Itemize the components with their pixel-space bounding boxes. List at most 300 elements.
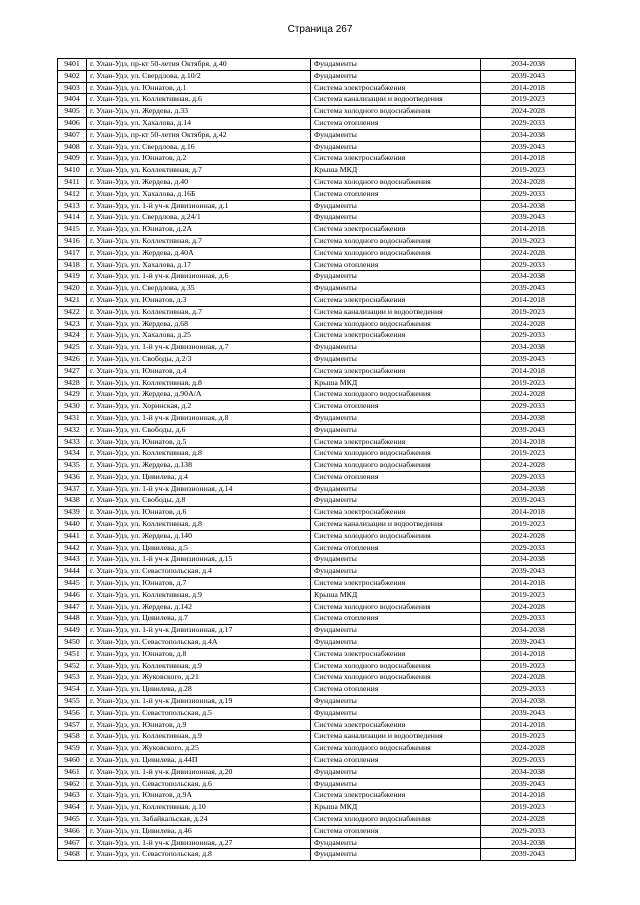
row-address: г. Улан-Удэ, ул. Цивилева, д.44П — [87, 755, 311, 767]
row-number: 9430 — [58, 401, 87, 413]
row-number: 9447 — [58, 601, 87, 613]
row-system: Система канализации и водоотведения — [311, 94, 481, 106]
row-system: Фундаменты — [311, 212, 481, 224]
row-period: 2014-2018 — [481, 224, 576, 236]
row-address: г. Улан-Удэ, ул. Юннатов, д.4 — [87, 365, 311, 377]
row-system: Система электроснабжения — [311, 436, 481, 448]
row-system: Система канализации и водоотведения — [311, 731, 481, 743]
table-row — [58, 578, 576, 590]
row-number: 9412 — [58, 188, 87, 200]
table-row — [58, 176, 576, 188]
row-number: 9433 — [58, 436, 87, 448]
row-address: г. Улан-Удэ, ул. Хахалова, д.25 — [87, 330, 311, 342]
row-address: г. Улан-Удэ, ул. Юннатов, д.7 — [87, 578, 311, 590]
table-row — [58, 401, 576, 413]
row-system: Фундаменты — [311, 200, 481, 212]
row-period: 2034-2038 — [481, 554, 576, 566]
row-number: 9421 — [58, 294, 87, 306]
row-number: 9405 — [58, 106, 87, 118]
row-system: Фундаменты — [311, 625, 481, 637]
row-period: 2034-2038 — [481, 271, 576, 283]
row-period: 2024-2028 — [481, 814, 576, 826]
row-system: Фундаменты — [311, 849, 481, 861]
row-period: 2029-2033 — [481, 259, 576, 271]
row-system: Фундаменты — [311, 483, 481, 495]
row-address: г. Улан-Удэ, ул. 1-й уч-к Дивизионная, д.20 — [87, 766, 311, 778]
table-row — [58, 129, 576, 141]
row-period: 2014-2018 — [481, 436, 576, 448]
row-period: 2034-2038 — [481, 200, 576, 212]
row-number: 9443 — [58, 554, 87, 566]
row-period: 2039-2043 — [481, 778, 576, 790]
row-period: 2019-2023 — [481, 802, 576, 814]
row-period: 2034-2038 — [481, 412, 576, 424]
row-system: Система электроснабжения — [311, 507, 481, 519]
table-row — [58, 153, 576, 165]
row-period: 2024-2028 — [481, 247, 576, 259]
row-address: г. Улан-Удэ, ул. Севастопольская, д.4А — [87, 637, 311, 649]
row-number: 9463 — [58, 790, 87, 802]
row-period: 2029-2033 — [481, 188, 576, 200]
row-number: 9401 — [58, 59, 87, 71]
row-number: 9426 — [58, 353, 87, 365]
row-address: г. Улан-Удэ, ул. Свердлова, д.24/1 — [87, 212, 311, 224]
row-number: 9442 — [58, 542, 87, 554]
row-address: г. Улан-Удэ, ул. Цивилева, д.5 — [87, 542, 311, 554]
table-row — [58, 625, 576, 637]
table-row — [58, 601, 576, 613]
table-row — [58, 448, 576, 460]
row-system: Система канализации и водоотведения — [311, 306, 481, 318]
row-system: Фундаменты — [311, 342, 481, 354]
row-address: г. Улан-Удэ, ул. Юннатов, д.6 — [87, 507, 311, 519]
page-header: Страница 267 — [287, 24, 353, 35]
table-row — [58, 566, 576, 578]
table-row — [58, 247, 576, 259]
row-system: Система холодного водоснабжения — [311, 318, 481, 330]
row-number: 9462 — [58, 778, 87, 790]
row-number: 9452 — [58, 660, 87, 672]
row-address: г. Улан-Удэ, ул. Свободы, д.8 — [87, 495, 311, 507]
row-period: 2039-2043 — [481, 849, 576, 861]
row-system: Система электроснабжения — [311, 82, 481, 94]
row-address: г. Улан-Удэ, ул. Коллективная, д.9 — [87, 660, 311, 672]
row-address: г. Улан-Удэ, ул. 1-й уч-к Дивизионная, д.6 — [87, 271, 311, 283]
row-address: г. Улан-Удэ, ул. Коллективная, д.6 — [87, 94, 311, 106]
row-system: Фундаменты — [311, 495, 481, 507]
row-address: г. Улан-Удэ, ул. Коллективная, д.9 — [87, 731, 311, 743]
row-period: 2029-2033 — [481, 471, 576, 483]
row-system: Система электроснабжения — [311, 578, 481, 590]
row-address: г. Улан-Удэ, ул. Хахалова, д.17 — [87, 259, 311, 271]
row-address: г. Улан-Удэ, ул. Коллективная, д.8 — [87, 448, 311, 460]
row-address: г. Улан-Удэ, ул. Жердева, д.68 — [87, 318, 311, 330]
row-number: 9406 — [58, 117, 87, 129]
row-address: г. Улан-Удэ, ул. Юннатов, д.2А — [87, 224, 311, 236]
row-period: 2024-2028 — [481, 530, 576, 542]
row-number: 9459 — [58, 743, 87, 755]
row-system: Крыша МКД — [311, 165, 481, 177]
table-row — [58, 790, 576, 802]
row-system: Фундаменты — [311, 70, 481, 82]
row-system: Система холодного водоснабжения — [311, 389, 481, 401]
table-row — [58, 589, 576, 601]
row-number: 9467 — [58, 837, 87, 849]
row-address: г. Улан-Удэ, ул. 1-й уч-к Дивизионная, д.15 — [87, 554, 311, 566]
row-number: 9425 — [58, 342, 87, 354]
row-number: 9416 — [58, 235, 87, 247]
row-address: г. Улан-Удэ, ул. Жердева, д.33 — [87, 106, 311, 118]
row-number: 9429 — [58, 389, 87, 401]
table-row — [58, 637, 576, 649]
row-number: 9449 — [58, 625, 87, 637]
row-system: Крыша МКД — [311, 802, 481, 814]
row-period: 2024-2028 — [481, 743, 576, 755]
table-row — [58, 342, 576, 354]
row-period: 2019-2023 — [481, 589, 576, 601]
row-number: 9468 — [58, 849, 87, 861]
register-table — [57, 58, 576, 861]
row-system: Система отопления — [311, 684, 481, 696]
row-system: Система холодного водоснабжения — [311, 660, 481, 672]
row-period: 2014-2018 — [481, 648, 576, 660]
table-row — [58, 837, 576, 849]
row-system: Система электроснабжения — [311, 790, 481, 802]
row-number: 9465 — [58, 814, 87, 826]
table-row — [58, 814, 576, 826]
row-period: 2019-2023 — [481, 377, 576, 389]
row-period: 2039-2043 — [481, 212, 576, 224]
table-row — [58, 141, 576, 153]
table-row — [58, 424, 576, 436]
row-period: 2029-2033 — [481, 117, 576, 129]
row-system: Фундаменты — [311, 141, 481, 153]
row-number: 9446 — [58, 589, 87, 601]
row-address: г. Улан-Удэ, ул. Жуковского, д.21 — [87, 672, 311, 684]
row-period: 2024-2028 — [481, 318, 576, 330]
row-number: 9417 — [58, 247, 87, 259]
row-address: г. Улан-Удэ, ул. Свободы, д.6 — [87, 424, 311, 436]
row-period: 2019-2023 — [481, 235, 576, 247]
row-period: 2014-2018 — [481, 294, 576, 306]
row-number: 9437 — [58, 483, 87, 495]
row-system: Система холодного водоснабжения — [311, 672, 481, 684]
row-address: г. Улан-Удэ, ул. Коллективная, д.8 — [87, 377, 311, 389]
row-address: г. Улан-Удэ, ул. Жуковского, д.25 — [87, 743, 311, 755]
table-row — [58, 460, 576, 472]
table-row — [58, 684, 576, 696]
row-system: Система отопления — [311, 401, 481, 413]
row-system: Фундаменты — [311, 412, 481, 424]
row-system: Фундаменты — [311, 424, 481, 436]
row-address: г. Улан-Удэ, ул. Юннатов, д.5 — [87, 436, 311, 448]
table-row — [58, 825, 576, 837]
row-period: 2034-2038 — [481, 625, 576, 637]
row-period: 2019-2023 — [481, 94, 576, 106]
row-period: 2024-2028 — [481, 389, 576, 401]
row-address: г. Улан-Удэ, пр-кт 50-летия Октября, д.42 — [87, 129, 311, 141]
row-number: 9438 — [58, 495, 87, 507]
row-period: 2014-2018 — [481, 578, 576, 590]
row-address: г. Улан-Удэ, ул. Жердева, д.90А/А — [87, 389, 311, 401]
row-number: 9428 — [58, 377, 87, 389]
row-period: 2039-2043 — [481, 566, 576, 578]
table-row — [58, 353, 576, 365]
row-system: Система отопления — [311, 613, 481, 625]
table-row — [58, 330, 576, 342]
row-period: 2014-2018 — [481, 790, 576, 802]
row-period: 2024-2028 — [481, 672, 576, 684]
row-number: 9464 — [58, 802, 87, 814]
table-row — [58, 660, 576, 672]
row-address: г. Улан-Удэ, ул. Юннатов, д.8 — [87, 648, 311, 660]
row-system: Фундаменты — [311, 766, 481, 778]
row-period: 2034-2038 — [481, 483, 576, 495]
row-number: 9451 — [58, 648, 87, 660]
table-row — [58, 224, 576, 236]
row-number: 9410 — [58, 165, 87, 177]
row-system: Система электроснабжения — [311, 224, 481, 236]
row-system: Фундаменты — [311, 778, 481, 790]
row-system: Система электроснабжения — [311, 153, 481, 165]
table-row — [58, 318, 576, 330]
row-system: Система холодного водоснабжения — [311, 176, 481, 188]
row-number: 9444 — [58, 566, 87, 578]
row-number: 9424 — [58, 330, 87, 342]
row-number: 9457 — [58, 719, 87, 731]
row-address: г. Улан-Удэ, пр-кт 50-летия Октября, д.40 — [87, 59, 311, 71]
row-number: 9441 — [58, 530, 87, 542]
table-row — [58, 389, 576, 401]
table-row — [58, 554, 576, 566]
row-address: г. Улан-Удэ, ул. 1-й уч-к Дивизионная, д.27 — [87, 837, 311, 849]
row-address: г. Улан-Удэ, ул. Севастопольская, д.4 — [87, 566, 311, 578]
row-address: г. Улан-Удэ, ул. Забайкальская, д.24 — [87, 814, 311, 826]
row-period: 2024-2028 — [481, 460, 576, 472]
table-row — [58, 507, 576, 519]
row-number: 9422 — [58, 306, 87, 318]
row-address: г. Улан-Удэ, ул. Юннатов, д.3 — [87, 294, 311, 306]
row-number: 9431 — [58, 412, 87, 424]
table-row — [58, 412, 576, 424]
table-row — [58, 648, 576, 660]
table-row — [58, 696, 576, 708]
row-system: Система электроснабжения — [311, 719, 481, 731]
row-period: 2029-2033 — [481, 401, 576, 413]
table-row — [58, 200, 576, 212]
row-address: г. Улан-Удэ, ул. Жердева, д.40 — [87, 176, 311, 188]
row-number: 9420 — [58, 283, 87, 295]
row-address: г. Улан-Удэ, ул. Юннатов, д.9 — [87, 719, 311, 731]
row-period: 2019-2023 — [481, 306, 576, 318]
row-period: 2039-2043 — [481, 424, 576, 436]
row-number: 9414 — [58, 212, 87, 224]
row-address: г. Улан-Удэ, ул. 1-й уч-к Дивизионная, д.19 — [87, 696, 311, 708]
row-address: г. Улан-Удэ, ул. Свободы, д.2/3 — [87, 353, 311, 365]
table-row — [58, 483, 576, 495]
row-period: 2039-2043 — [481, 495, 576, 507]
row-number: 9435 — [58, 460, 87, 472]
row-system: Фундаменты — [311, 696, 481, 708]
row-period: 2019-2023 — [481, 731, 576, 743]
row-system: Система холодного водоснабжения — [311, 601, 481, 613]
row-period: 2034-2038 — [481, 766, 576, 778]
row-address: г. Улан-Удэ, ул. Хахалова, д.14 — [87, 117, 311, 129]
row-number: 9419 — [58, 271, 87, 283]
row-period: 2024-2028 — [481, 601, 576, 613]
row-system: Система отопления — [311, 259, 481, 271]
row-system: Система холодного водоснабжения — [311, 743, 481, 755]
table-row — [58, 377, 576, 389]
table-row — [58, 672, 576, 684]
row-number: 9409 — [58, 153, 87, 165]
table-row — [58, 542, 576, 554]
row-number: 9404 — [58, 94, 87, 106]
row-system: Система холодного водоснабжения — [311, 448, 481, 460]
row-number: 9434 — [58, 448, 87, 460]
row-system: Фундаменты — [311, 271, 481, 283]
row-number: 9403 — [58, 82, 87, 94]
row-number: 9456 — [58, 707, 87, 719]
row-number: 9423 — [58, 318, 87, 330]
table-row — [58, 70, 576, 82]
row-system: Система отопления — [311, 542, 481, 554]
row-address: г. Улан-Удэ, ул. Коллективная, д.10 — [87, 802, 311, 814]
row-number: 9402 — [58, 70, 87, 82]
row-period: 2029-2033 — [481, 613, 576, 625]
table-row — [58, 235, 576, 247]
row-system: Система холодного водоснабжения — [311, 106, 481, 118]
row-number: 9415 — [58, 224, 87, 236]
table-row — [58, 94, 576, 106]
row-address: г. Улан-Удэ, ул. 1-й уч-к Дивизионная, д.8 — [87, 412, 311, 424]
row-period: 2014-2018 — [481, 153, 576, 165]
table-row — [58, 82, 576, 94]
table-row — [58, 707, 576, 719]
table-row — [58, 106, 576, 118]
table-row — [58, 271, 576, 283]
row-number: 9436 — [58, 471, 87, 483]
row-number: 9439 — [58, 507, 87, 519]
row-system: Фундаменты — [311, 707, 481, 719]
row-number: 9418 — [58, 259, 87, 271]
row-system: Система холодного водоснабжения — [311, 235, 481, 247]
row-period: 2034-2038 — [481, 342, 576, 354]
row-number: 9411 — [58, 176, 87, 188]
row-period: 2039-2043 — [481, 141, 576, 153]
table-row — [58, 436, 576, 448]
table-row — [58, 165, 576, 177]
table-row — [58, 365, 576, 377]
table-row — [58, 283, 576, 295]
row-period: 2019-2023 — [481, 165, 576, 177]
table-row — [58, 188, 576, 200]
row-number: 9460 — [58, 755, 87, 767]
row-system: Система отопления — [311, 755, 481, 767]
row-number: 9408 — [58, 141, 87, 153]
row-system: Система отопления — [311, 188, 481, 200]
row-address: г. Улан-Удэ, ул. Юннатов, д.9А — [87, 790, 311, 802]
row-system: Система отопления — [311, 825, 481, 837]
row-address: г. Улан-Удэ, ул. Цивилева, д.4 — [87, 471, 311, 483]
row-period: 2029-2033 — [481, 684, 576, 696]
row-period: 2024-2028 — [481, 106, 576, 118]
row-address: г. Улан-Удэ, ул. 1-й уч-к Дивизионная, д.1 — [87, 200, 311, 212]
table-row — [58, 755, 576, 767]
table-row — [58, 294, 576, 306]
row-period: 2039-2043 — [481, 707, 576, 719]
row-address: г. Улан-Удэ, ул. Свердлова, д.35 — [87, 283, 311, 295]
row-system: Фундаменты — [311, 129, 481, 141]
row-address: г. Улан-Удэ, ул. Коллективная, д.8 — [87, 519, 311, 531]
row-period: 2014-2018 — [481, 507, 576, 519]
row-system: Фундаменты — [311, 59, 481, 71]
row-system: Система отопления — [311, 117, 481, 129]
table-row — [58, 766, 576, 778]
row-address: г. Улан-Удэ, ул. Севастопольская, д.8 — [87, 849, 311, 861]
row-number: 9448 — [58, 613, 87, 625]
table-row — [58, 743, 576, 755]
table-row — [58, 802, 576, 814]
table-row — [58, 495, 576, 507]
row-system: Фундаменты — [311, 353, 481, 365]
row-number: 9413 — [58, 200, 87, 212]
row-number: 9445 — [58, 578, 87, 590]
row-system: Крыша МКД — [311, 377, 481, 389]
row-number: 9461 — [58, 766, 87, 778]
row-period: 2029-2033 — [481, 755, 576, 767]
row-system: Система холодного водоснабжения — [311, 460, 481, 472]
row-address: г. Улан-Удэ, ул. 1-й уч-к Дивизионная, д.17 — [87, 625, 311, 637]
table-row — [58, 306, 576, 318]
table-row — [58, 731, 576, 743]
row-address: г. Улан-Удэ, ул. Коллективная, д.7 — [87, 306, 311, 318]
table-row — [58, 849, 576, 861]
row-number: 9455 — [58, 696, 87, 708]
row-address: г. Улан-Удэ, ул. Хоринская, д.2 — [87, 401, 311, 413]
table-row — [58, 530, 576, 542]
row-period: 2039-2043 — [481, 70, 576, 82]
table-row — [58, 212, 576, 224]
table-row — [58, 519, 576, 531]
row-system: Фундаменты — [311, 637, 481, 649]
row-number: 9432 — [58, 424, 87, 436]
row-address: г. Улан-Удэ, ул. Юннатов, д.2 — [87, 153, 311, 165]
row-number: 9427 — [58, 365, 87, 377]
row-period: 2039-2043 — [481, 283, 576, 295]
table-row — [58, 719, 576, 731]
row-address: г. Улан-Удэ, ул. Свердлова, д.16 — [87, 141, 311, 153]
row-period: 2039-2043 — [481, 353, 576, 365]
row-system: Система канализации и водоотведения — [311, 519, 481, 531]
row-number: 9450 — [58, 637, 87, 649]
row-address: г. Улан-Удэ, ул. Цивилева, д.46 — [87, 825, 311, 837]
row-period: 2029-2033 — [481, 330, 576, 342]
row-address: г. Улан-Удэ, ул. Свердлова, д.10/2 — [87, 70, 311, 82]
row-period: 2014-2018 — [481, 82, 576, 94]
row-number: 9454 — [58, 684, 87, 696]
row-address: г. Улан-Удэ, ул. Коллективная, д.7 — [87, 235, 311, 247]
row-address: г. Улан-Удэ, ул. Коллективная, д.9 — [87, 589, 311, 601]
row-address: г. Улан-Удэ, ул. Цивилева, д.28 — [87, 684, 311, 696]
row-number: 9407 — [58, 129, 87, 141]
table-row — [58, 471, 576, 483]
row-system: Крыша МКД — [311, 589, 481, 601]
row-address: г. Улан-Удэ, ул. Жердева, д.142 — [87, 601, 311, 613]
row-period: 2029-2033 — [481, 542, 576, 554]
row-address: г. Улан-Удэ, ул. Хахалова, д.16Б — [87, 188, 311, 200]
row-system: Система холодного водоснабжения — [311, 814, 481, 826]
